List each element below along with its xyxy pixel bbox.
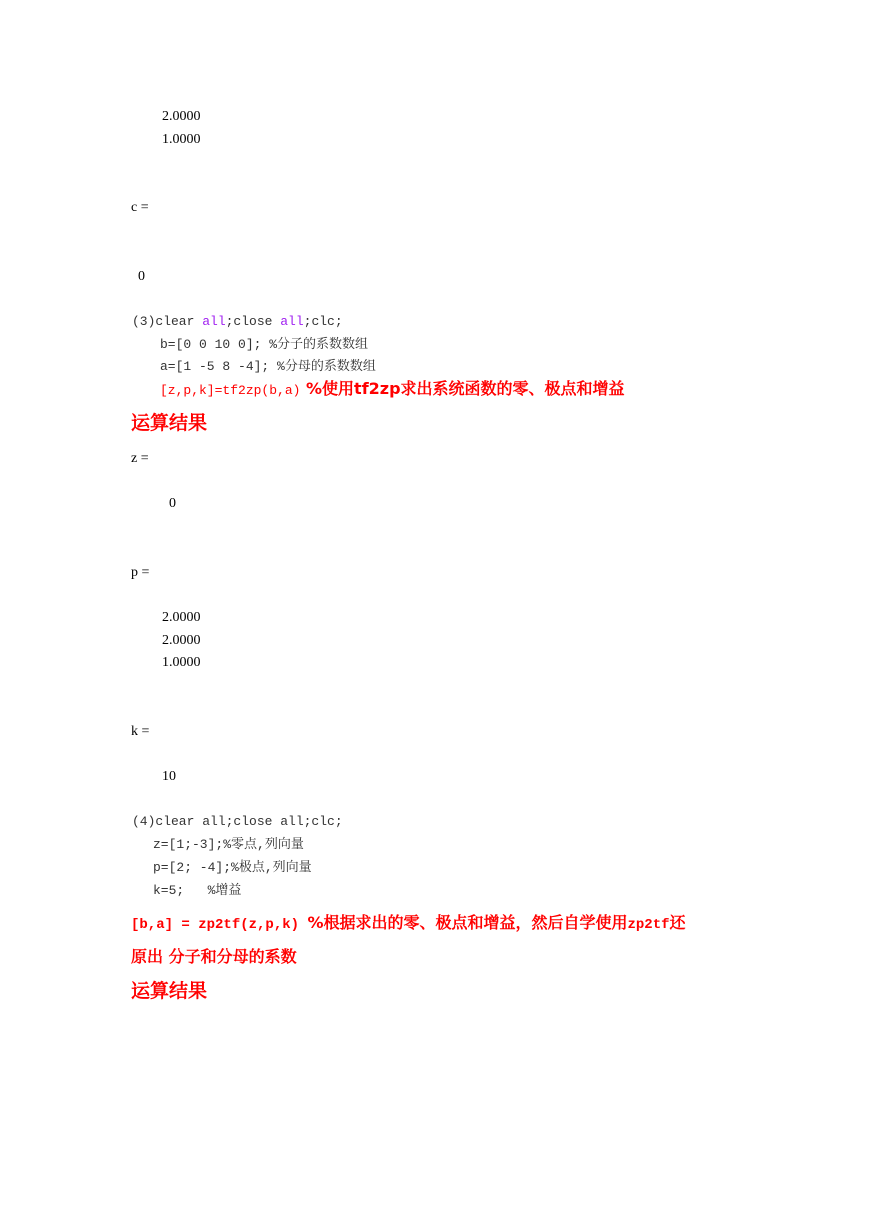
code-text: [b,a] = zp2tf(z,p,k) bbox=[131, 917, 308, 933]
code-comment: %分母的系数数组 bbox=[277, 359, 376, 374]
code-prefix: (3) bbox=[132, 314, 156, 329]
code-text: [z,p,k]=tf2zp(b,a) bbox=[160, 383, 301, 398]
code-text: clear bbox=[155, 314, 203, 329]
code-text: ;clc; bbox=[303, 314, 343, 329]
code-note: %使用tf2zp求出系统函数的零、极点和增益 bbox=[300, 379, 625, 398]
variable-label-k: k = bbox=[131, 724, 150, 739]
value-line: 0 bbox=[138, 269, 145, 284]
section-heading: 运算结果 bbox=[131, 980, 208, 1002]
code-note: %根据求出的零、极点和增益，然后自学使用 bbox=[307, 913, 628, 932]
code-text: a=[1 -5 8 -4]; bbox=[160, 359, 278, 374]
variable-label-z: z = bbox=[131, 451, 149, 466]
value-line: 0 bbox=[169, 496, 176, 511]
code-line bbox=[131, 915, 686, 932]
code-line bbox=[160, 360, 376, 373]
code-note: zp2tf bbox=[627, 917, 670, 933]
value-line: 2.0000 bbox=[162, 109, 201, 124]
code-text: ;close bbox=[225, 314, 281, 329]
code-text: b=[0 0 10 0]; bbox=[160, 337, 270, 352]
variable-label-p: p = bbox=[131, 565, 150, 580]
value-line: 1.0000 bbox=[162, 132, 201, 147]
variable-label-c: c = bbox=[131, 200, 149, 215]
value-line: 1.0000 bbox=[162, 655, 201, 670]
value-line: 2.0000 bbox=[162, 633, 201, 648]
keyword: all bbox=[202, 314, 226, 329]
code-line: p=[2; -4];%极点,列向量 bbox=[153, 860, 312, 875]
code-line: k=5; %增益 bbox=[153, 883, 242, 898]
code-note: 还 bbox=[669, 913, 686, 932]
code-comment: %分子的系数数组 bbox=[269, 337, 369, 352]
code-line bbox=[132, 315, 343, 328]
code-line: z=[1;-3];%零点,列向量 bbox=[153, 837, 304, 852]
value-line: 10 bbox=[162, 769, 176, 784]
code-line bbox=[160, 381, 625, 398]
keyword: all bbox=[280, 314, 304, 329]
section-heading: 运算结果 bbox=[131, 412, 208, 434]
code-line bbox=[160, 338, 368, 351]
value-line: 2.0000 bbox=[162, 610, 201, 625]
code-line: (4)clear all;close all;clc; bbox=[132, 814, 343, 829]
code-note: 原出 分子和分母的系数 bbox=[131, 947, 297, 966]
